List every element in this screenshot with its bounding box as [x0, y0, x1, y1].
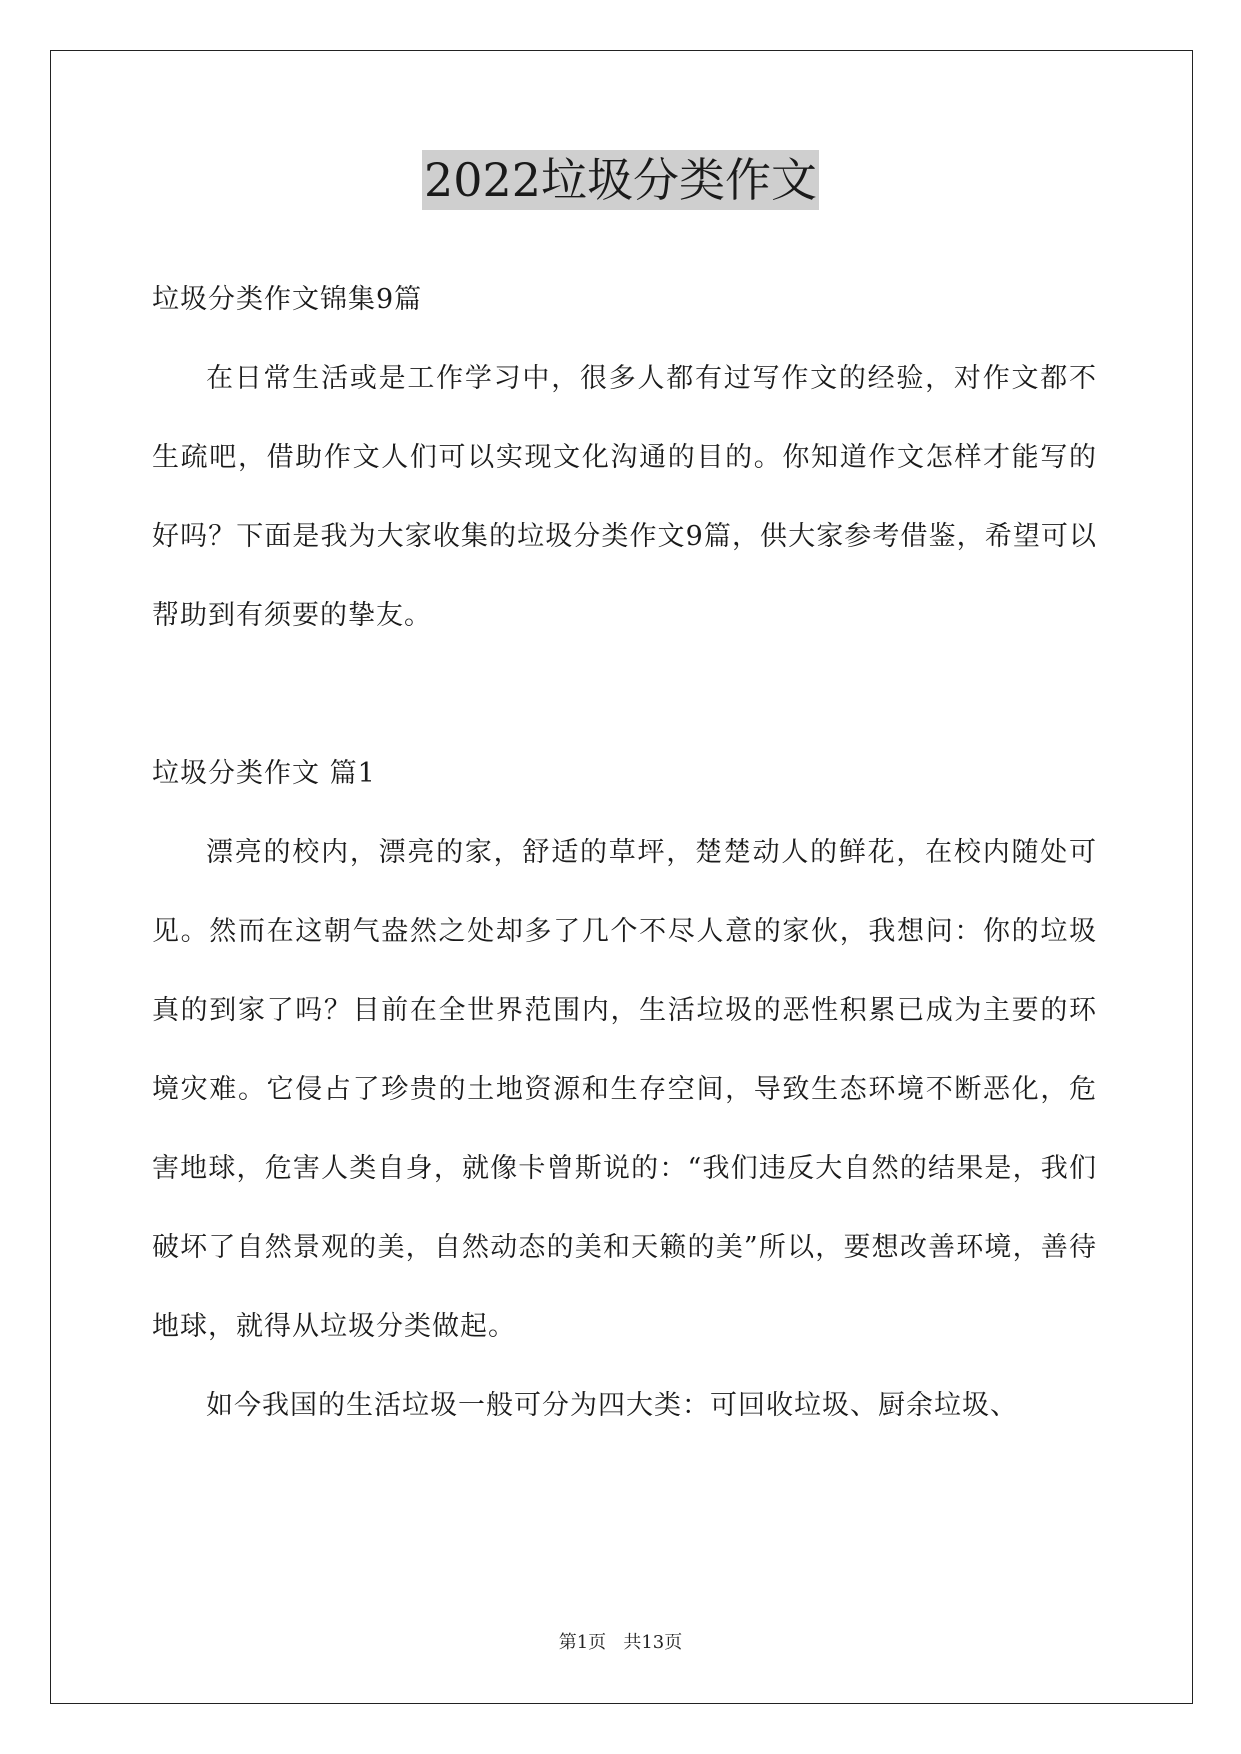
title-container	[0, 150, 1241, 210]
document-title: 2022垃圾分类作文	[422, 150, 819, 210]
section-spacer	[152, 655, 1097, 734]
body-paragraph-2: 如今我国的生活垃圾一般可分为四大类：可回收垃圾、厨余垃圾、	[206, 1390, 1018, 1421]
subtitle: 垃圾分类作文锦集9篇	[152, 284, 423, 315]
body-paragraph-1: 漂亮的校内，漂亮的家，舒适的草坪，楚楚动人的鲜花，在校内随处可见。然而在这朝气盎然之处却多了几个不尽人意的家伙，我想问：你的垃圾真的到家了吗？目前在全世界范围内，生活垃圾的恶性积累已成为主要的环境灾难。它侵占了珍贵的土地资源和生存空间，导致生态环境不断恶化，危害地球，危害人类自身，就像卡曾斯说的：“我们违反大自然的结果是，我们破坏了自然景观的美，自然动态的美和天籁的美”所以，要想改善环境，善待地球，就得从垃圾分类做起。	[152, 837, 1097, 1342]
document-body	[152, 260, 1097, 1445]
page-footer: 第1页 共13页	[558, 1632, 683, 1653]
section-heading: 垃圾分类作文 篇1	[152, 758, 376, 789]
intro-paragraph: 在日常生活或是工作学习中，很多人都有过写作文的经验，对作文都不生疏吧，借助作文人们可以实现文化沟通的目的。你知道作文怎样才能写的好吗？下面是我为大家收集的垃圾分类作文9篇，供大家参考借鉴，希望可以帮助到有须要的挚友。	[152, 363, 1097, 631]
